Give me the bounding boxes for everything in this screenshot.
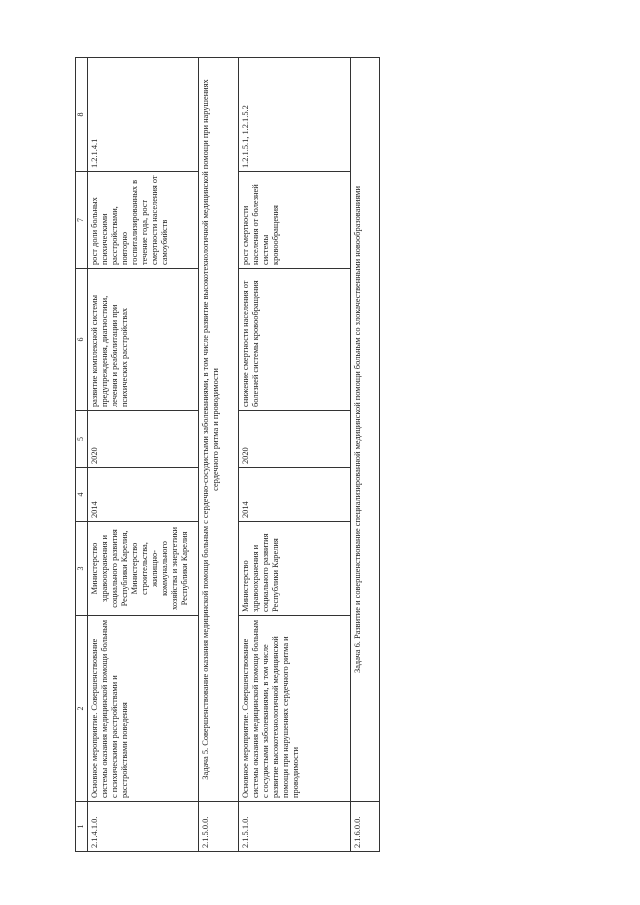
task-row [198,58,238,852]
measure-name: Основное мероприятие. Совершенствование системы оказания медицинской помощи больным с психическими расстройствами и расстройствами поведения [87,616,198,802]
measure-executor: Министерство здравоохранения и социального развития Республики Карелия [238,522,350,616]
start-year: 2014 [87,468,198,522]
column-number-row [76,58,88,852]
table-row [238,58,350,852]
col-number: 2 [76,616,88,802]
col-number: 7 [76,172,88,269]
col-number: 4 [76,468,88,522]
task-title: Задача 6. Развитие и совершенствование специализированной медицинской помощи больным со злокачественными новообразованиями [350,58,380,802]
measure-name: Основное мероприятие. Совершенствование системы оказания медицинской помощи больным с сосудистыми заболеваниями, в том числе развитие высокотехнологичной медицинской помощи при нарушениях сердечного ритма и проводимости [238,616,350,802]
col-number: 6 [76,269,88,411]
program-measures-table [75,57,380,852]
col-number: 3 [76,522,88,616]
end-year: 2020 [87,411,198,468]
measure-code: 2.1.5.1.0. [238,802,350,852]
non-implementation-consequence: рост смертности населения от болезней системы кровообращения [238,172,350,269]
col-number: 5 [76,411,88,468]
task-row [350,58,380,852]
table-row [87,58,198,852]
col-number: 1 [76,802,88,852]
indicator-link: 1.2.1.4.1 [87,58,198,172]
expected-result: снижение смертности населения от болезней системы кровообращения [238,269,350,411]
end-year: 2020 [238,411,350,468]
rotated-table-block [75,57,380,852]
expected-result: развитие комплексной системы предупреждения, диагностики, лечения и реабилитации при психических расстройствах [87,269,198,411]
start-year: 2014 [238,468,350,522]
task-title: Задача 5. Совершенствование оказания медицинской помощи больным с сердечно-сосудистыми заболеваниями, в том числе развитие высокотехнологичной медицинской помощи при нарушениях сердечного ритма и проводимости [198,58,238,802]
task-code: 2.1.6.0.0. [350,802,380,852]
measure-executor: Министерство здравоохранения и социального развития Республики Карелия, Министерство строительства, жилищно-коммунального хозяйства и энергетики Республики Карелия [87,522,198,616]
indicator-link: 1.2.1.5.1, 1.2.1.5.2 [238,58,350,172]
measure-code: 2.1.4.1.0. [87,802,198,852]
task-code: 2.1.5.0.0. [198,802,238,852]
col-number: 8 [76,58,88,172]
non-implementation-consequence: рост доли больных психическими расстройствами, повторно госпитализированных в течение года, рост смертности населения от самоубийств [87,172,198,269]
